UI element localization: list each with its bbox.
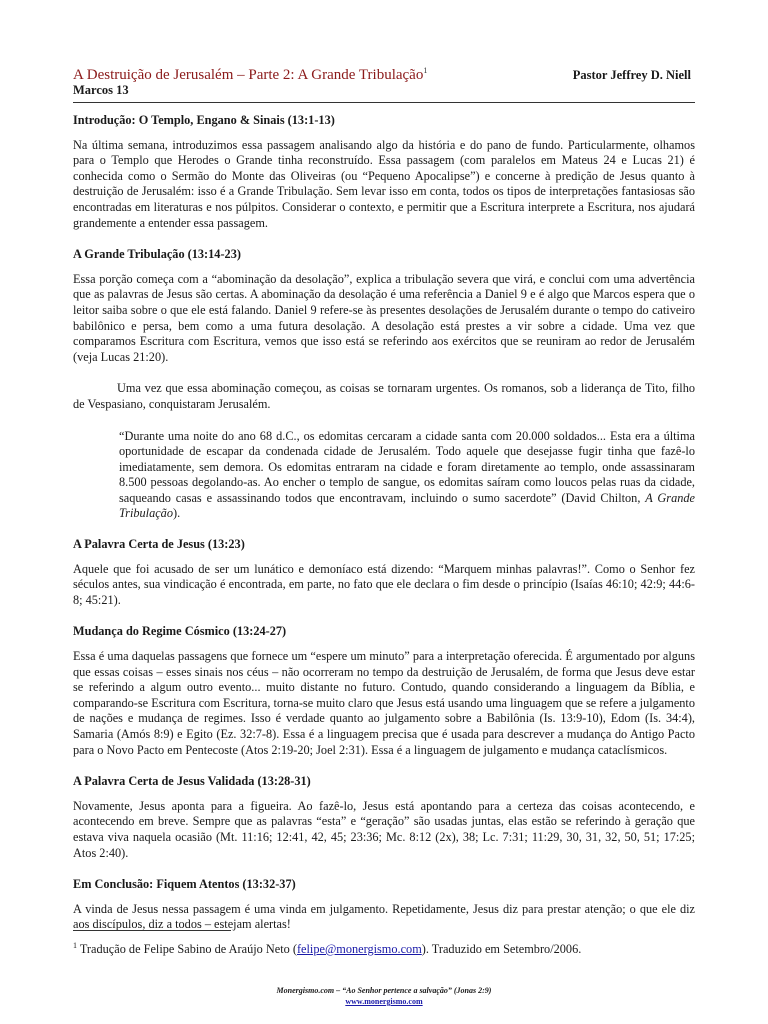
document-title-text: A Destruição de Jerusalém – Parte 2: A Grande Tribulação — [73, 67, 424, 83]
block-quote — [119, 429, 695, 523]
footnote-mark: 1 — [73, 941, 77, 950]
footnote-email-link[interactable]: felipe@monergismo.com — [296, 942, 422, 957]
quote-text: “Durante uma noite do ano 68 d.C., os edomitas cercaram a cidade santa com 20.000 soldados... Esta era a última oportunidade de escapar da condenada cidade de Jerusalém. Todo aquele que desejasse fugir tinha que fazê-lo imediatamente, sem demora. Os edomitas entraram na cidade e foram diretamente ao templo, onde assassinaram 8.500 pessoas degolando-as. Ao encher o templo de sangue, os edomitas saíram como loucos pelas ruas da cidade, saqueando casas e assassinando todos que encontravam, incluindo o sumo sacerdote” (David Chilton, — [119, 428, 695, 505]
section-heading: A Palavra Certa de Jesus Validada (13:28-31) — [73, 774, 311, 789]
body-paragraph: Na última semana, introduzimos essa passagem analisando algo da história e do pano de fundo. Particularmente, olhamos para o Templo que Herodes o Grande tinha reconstruído. Essa passagem (com paralelos em Mateus 24 e Lucas 21) é conhecida como o Sermão do Monte das Oliveiras (ou “Pequeno Apocalipse”) e concerne à predição de Jesus quanto à destruição de Jerusalém: isso é a Grande Tribulação. Sem levar isso em conta, todos os tipos de interpretações fantasiosas são encontradas em literaturas e nos púlpitos. Considerar o contexto, e permitir que a Escritura interprete a Escritura, nos ajudará grandemente a entender essa passagem. — [73, 137, 695, 230]
document-page — [73, 66, 695, 949]
section-heading: Em Conclusão: Fiquem Atentos (13:32-37) — [73, 877, 296, 892]
section-heading: Introdução: O Templo, Engano & Sinais (13:1-13) — [73, 113, 335, 127]
body-paragraph: Essa porção começa com a “abominação da desolação”, explica a tribulação severa que virá, e conclui com uma advertência que as palavras de Jesus são certas. A abominação da desolação é uma referência a Daniel 9 e é algo que Marcos espera que o leitor saiba sobre o que ele está falando. Daniel 9 refere-se às presentes desolações de Jerusalém durante o tempo do cativeiro babilônico e persa, bem como a uma futura desolação. A desolação está prestes a vir sobre a cidade. Uma vez que comparamos Escritura com Escritura, vemos que isso está se referindo aos exércitos que se reuniram ao redor de Jerusalém (veja Lucas 21:20). — [73, 271, 695, 364]
footnote-text-before: Tradução de Felipe Sabino de Araújo Neto ( — [77, 942, 297, 957]
document-header — [73, 66, 695, 103]
quote-closing: ). — [172, 506, 181, 521]
footnote — [73, 938, 713, 957]
footnote-text-after: ). Traduzido em Setembro/2006. — [421, 942, 582, 957]
section-grande-tribulacao — [73, 247, 695, 522]
section-palavra-validada — [73, 774, 695, 861]
section-mudanca-regime — [73, 624, 695, 758]
body-paragraph: Essa é uma daquelas passagens que fornece um “espere um minuto” para a interpretação oferecida. É argumentado por alguns que essas coisas – esses sinais nos céus – não ocorreram no tempo da destruição de Jerusalém, de forma que Jesus deve estar se referindo a algum outro evento... muito distante no futuro. Contudo, quando considerando a linguagem da Bíblia, e comparando-se Escritura com Escritura, torna-se muito claro que Jesus está usando uma linguagem que se refere a julgamento de nações e mudança de regimes. Isso é verdade quanto ao julgamento sobre a Babilônia (Is. 13:9-10), Edom (Is. 34:4), Samaria (Amós 8:9) e Egito (Ez. 32:7-8). Essa é a linguagem precisa que é usada para descrever a mudança do Antigo Pacto para o Novo Pacto em Pentecoste (Atos 2:19-20; Joel 2:31). Essa é a linguagem de julgamento e mudança cataclísmicos. — [73, 649, 695, 757]
body-paragraph: Novamente, Jesus aponta para a figueira. Ao fazê-lo, Jesus está apontando para a certeza das coisas acontecendo, e acontecendo em breve. Sempre que as palavras “esta” e “geração” são usadas juntas, elas estão se referindo à geração que estava viva naquela ocasião (Mt. 11:16; 12:41, 42, 45; 23:36; Mc. 8:12 (2x), 38; Lc. 7:31; 11:29, 30, 31, 32, 50, 51; 17:25; Atos 2:40). — [73, 798, 695, 860]
document-title — [73, 66, 427, 84]
body-paragraph: A vinda de Jesus nessa passagem é uma vinda em julgamento. Repetidamente, Jesus diz para prestar atenção; o que ele diz aos discípulos, diz a todos – estejam alertas! — [73, 901, 695, 932]
document-subtitle: Marcos 13 — [73, 83, 129, 97]
section-palavra-certa — [73, 537, 695, 608]
footer-tagline: Monergismo.com – “Ao Senhor pertence a salvação” (Jonas 2:9) — [276, 986, 492, 995]
section-heading: A Grande Tribulação (13:14-23) — [73, 247, 241, 262]
section-heading: Mudança do Regime Cósmico (13:24-27) — [73, 624, 287, 639]
footer-website-link[interactable]: www.monergismo.com — [345, 997, 423, 1006]
document-body — [73, 113, 695, 933]
author-name: Pastor Jeffrey D. Niell — [572, 68, 691, 82]
section-introducao — [73, 113, 695, 231]
body-paragraph: Aquele que foi acusado de ser um lunático e demoníaco está dizendo: “Marquem minhas palavras!”. Como o Senhor fez séculos antes, sua vindicação é encontrada, em parte, no fato que ele declara o fim desde o princípio (Isaías 46:10; 42:9; 44:6-8; 45:21). — [73, 561, 695, 607]
section-heading: A Palavra Certa de Jesus (13:23) — [73, 537, 245, 552]
page-footer — [0, 985, 768, 1007]
footnote-divider — [73, 930, 231, 931]
section-conclusao — [73, 877, 695, 933]
footnote-reference[interactable]: 1 — [423, 66, 428, 75]
body-paragraph: Uma vez que essa abominação começou, as coisas se tornaram urgentes. Os romanos, sob a liderança de Tito, filho de Vespasiano, conquistaram Jerusalém. — [73, 381, 695, 411]
quote-source-title: A Grande Tribulação — [119, 490, 695, 521]
